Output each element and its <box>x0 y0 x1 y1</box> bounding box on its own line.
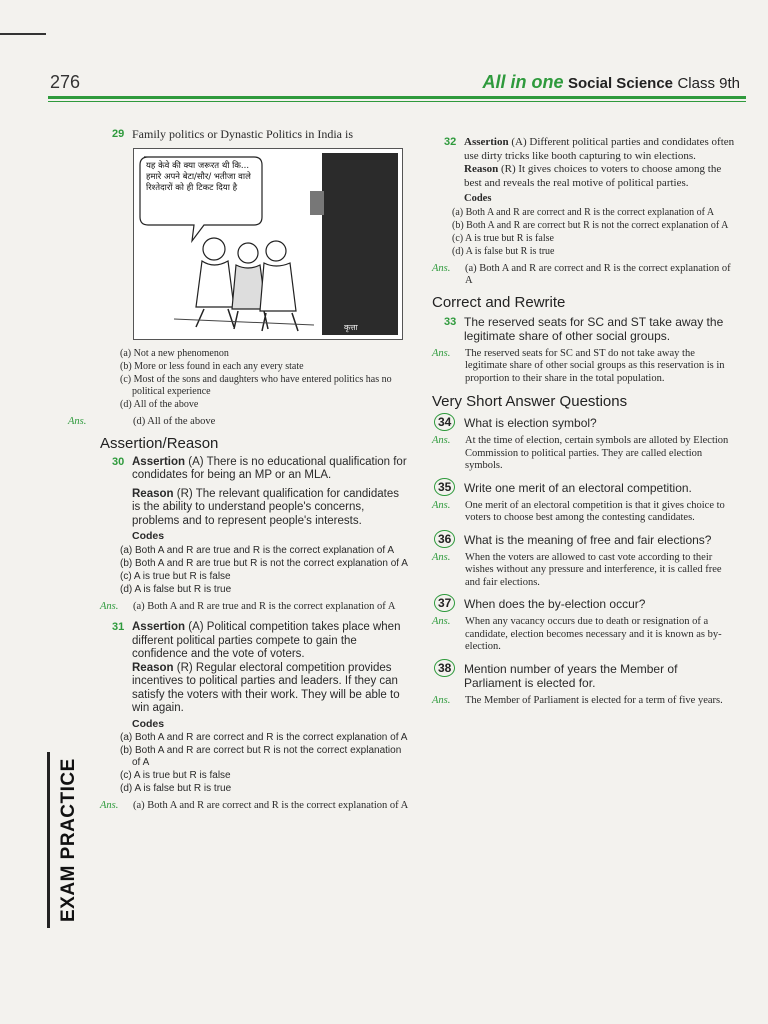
option-c: (c) Most of the sons and daughters who have entered politics has no political experience <box>120 374 392 397</box>
brand-logo: All in one <box>482 72 564 92</box>
question-text: The reserved seats for SC and ST take away the legitimate share of other social groups. <box>464 314 724 343</box>
question-number-circle: 35 <box>434 478 455 496</box>
answer-text: At the time of election, certain symbols are alloted by Election Commission to political parties. They are called election symbols. <box>465 435 729 471</box>
question-number: 33 <box>444 315 457 328</box>
cartoon-body-3 <box>260 263 296 311</box>
option-b: (b) More or less found in each any every state <box>120 361 304 372</box>
question-number-circle: 38 <box>434 659 455 677</box>
answer-label: Ans. <box>100 600 119 612</box>
assertion-label: Assertion <box>132 621 186 633</box>
option-b: (b) Both A and R are correct but R is not the correct explanation of A <box>120 745 402 768</box>
answer-label: Ans. <box>432 616 451 627</box>
answer-text: When any vacancy occurs due to death or resignation of a candidate, election becomes necessary and it is known as by-election. <box>465 616 722 652</box>
question-text: Family politics or Dynastic Politics in India is <box>132 127 353 141</box>
header-rule-thin <box>48 101 746 102</box>
question-text: Write one merit of an electoral competition. <box>464 480 692 495</box>
question-text: What is election symbol? <box>464 416 597 430</box>
answer-text: When the voters are allowed to cast vote according to their wishes without any pressure and interference, it is called free and fair elections. <box>465 551 722 588</box>
reason-text: (R) It gives choices to voters to choose among the best and reveals the real motive of political parties. <box>464 163 722 189</box>
question-text: Mention number of years the Member of Parliament is elected for. <box>464 661 678 690</box>
option-c: (c) A is true but R is false <box>120 570 231 582</box>
option-d: (d) A is false but R is true <box>120 583 232 595</box>
answer-32 <box>432 263 737 288</box>
sidebar-label: EXAM PRACTICE <box>58 758 79 922</box>
assertion-text: (A) Different political parties and condidates often use dirty tricks like booth capturing to win elections. <box>464 136 735 162</box>
answer-label: Ans. <box>68 416 87 427</box>
question-number: 30 <box>112 455 125 468</box>
section-heading-very-short-answer: Very Short Answer Questions <box>432 393 628 410</box>
answer-label: Ans. <box>100 800 119 811</box>
answer-label: Ans. <box>432 499 451 511</box>
answer-33 <box>432 348 737 386</box>
cartoonist-signature: कृत्ता <box>344 323 358 332</box>
reason-text: (R) Regular electoral competition provides incentives to political parties and leaders. If they can satisfy the voters with their work. They will be able to win again. <box>132 661 400 714</box>
option-a: (a) Both A and R are correct and R is the correct explanation of A <box>452 206 715 218</box>
brand-subject: Social Science <box>567 75 674 92</box>
cartoon-notice <box>310 191 324 215</box>
reason-label: Reason <box>464 163 499 175</box>
cartoon-head-2 <box>238 243 258 263</box>
question-35 <box>432 481 737 495</box>
question-30 <box>100 456 410 544</box>
assertion-label: Assertion <box>132 455 186 468</box>
assertion-label: Assertion <box>464 136 509 148</box>
exam-practice-sidebar <box>47 752 86 928</box>
speech-bubble-text: यह केवे की क्या जरूरत थी कि... हमारे अपने बेटा/सौर/ भतीजा वाले रिश्तेदारों को ही टिकट दिया है <box>146 161 251 193</box>
reason-label: Reason <box>132 487 174 500</box>
answer-label: Ans. <box>432 347 451 359</box>
reason-label: Reason <box>132 661 174 674</box>
option-d: (d) All of the above <box>120 399 199 410</box>
option-d: (d) A is false but R is true <box>120 783 232 794</box>
option-a: (a) Both A and R are correct and R is the correct explanation of A <box>120 732 408 743</box>
codes-label: Codes <box>464 193 492 204</box>
answer-38 <box>432 695 737 708</box>
answer-text: (a) Both A and R are correct and R is the correct explanation of A <box>465 262 731 286</box>
cartoon-ground <box>174 319 314 325</box>
question-31 <box>100 621 410 731</box>
option-b: (b) Both A and R are correct but R is not the correct explanation of A <box>452 219 729 231</box>
answer-text: (a) Both A and R are correct and R is the correct explanation of A <box>133 800 409 811</box>
answer-text: The reserved seats for SC and ST do not take away the legitimate share of other social groups as this reservation is in proportion to their share in the total population. <box>465 347 725 384</box>
answer-36 <box>432 552 737 590</box>
cartoon-dark-door <box>322 153 398 335</box>
question-number-circle: 37 <box>434 594 455 612</box>
cartoon-body-1 <box>196 261 234 307</box>
section-heading-assertion-reason: Assertion/Reason <box>100 434 219 452</box>
answer-text: One merit of an electoral competition is that it gives choice to voters to choose best among the contesting candidates. <box>465 499 725 523</box>
question-number-circle: 34 <box>434 413 455 431</box>
question-34 <box>432 416 737 430</box>
header-rule <box>48 96 746 99</box>
option-a: (a) Not a new phenomenon <box>120 348 229 359</box>
option-d: (d) A is false but R is true <box>452 245 555 257</box>
top-edge-line <box>0 33 46 35</box>
option-b: (b) Both A and R are true but R is not the correct explanation of A <box>120 557 408 569</box>
codes-label: Codes <box>132 530 165 542</box>
political-cartoon <box>133 148 403 340</box>
left-column <box>68 127 410 818</box>
page-number: 276 <box>50 72 81 92</box>
cartoon-legs <box>196 309 298 331</box>
answer-label: Ans. <box>432 694 451 706</box>
brand-header <box>483 72 741 93</box>
answer-37 <box>432 616 737 654</box>
answer-text: (d) All of the above <box>133 416 216 427</box>
option-c: (c) A is true but R is false <box>452 232 554 244</box>
question-38 <box>432 662 737 690</box>
assertion-text: (A) There is no educational qualification for condidates for being an MP or an MLA. <box>132 455 407 481</box>
question-number: 29 <box>112 128 125 140</box>
answer-30 <box>100 601 410 614</box>
question-number: 32 <box>444 136 457 148</box>
codes-label: Codes <box>132 717 165 730</box>
question-text: What is the meaning of free and fair elections? <box>464 532 712 547</box>
option-a: (a) Both A and R are true and R is the correct explanation of A <box>120 544 395 556</box>
right-column <box>432 136 737 712</box>
cartoon-head-1 <box>203 238 225 260</box>
question-text: When does the by-election occur? <box>464 597 646 611</box>
question-36 <box>432 533 737 547</box>
option-c: (c) A is true but R is false <box>120 770 231 781</box>
answer-label: Ans. <box>432 262 451 274</box>
question-33 <box>432 315 737 343</box>
answer-29 <box>68 416 410 429</box>
answer-35 <box>432 500 737 525</box>
question-32 <box>432 136 737 206</box>
question-number-circle: 36 <box>434 530 455 548</box>
answer-text: (a) Both A and R are true and R is the correct explanation of A <box>133 600 396 612</box>
assertion-text: (A) Political competition takes place when different political parties compete to gain the confidence and the vote of voters. <box>132 621 401 660</box>
brand-class: Class 9th <box>677 75 740 92</box>
answer-label: Ans. <box>432 435 451 446</box>
cartoon-head-3 <box>266 241 286 261</box>
reason-text: (R) The relevant qualification for candidates is the ability to understand people's concerns, problems and to represent people's interests. <box>132 487 399 527</box>
question-37 <box>432 597 737 611</box>
answer-31 <box>100 800 410 813</box>
answer-text: The Member of Parliament is elected for a term of five years. <box>465 694 723 706</box>
answer-34 <box>432 435 737 473</box>
question-29 <box>100 128 410 142</box>
answer-label: Ans. <box>432 551 451 563</box>
section-heading-correct-rewrite: Correct and Rewrite <box>432 293 566 311</box>
question-number: 31 <box>112 621 125 633</box>
